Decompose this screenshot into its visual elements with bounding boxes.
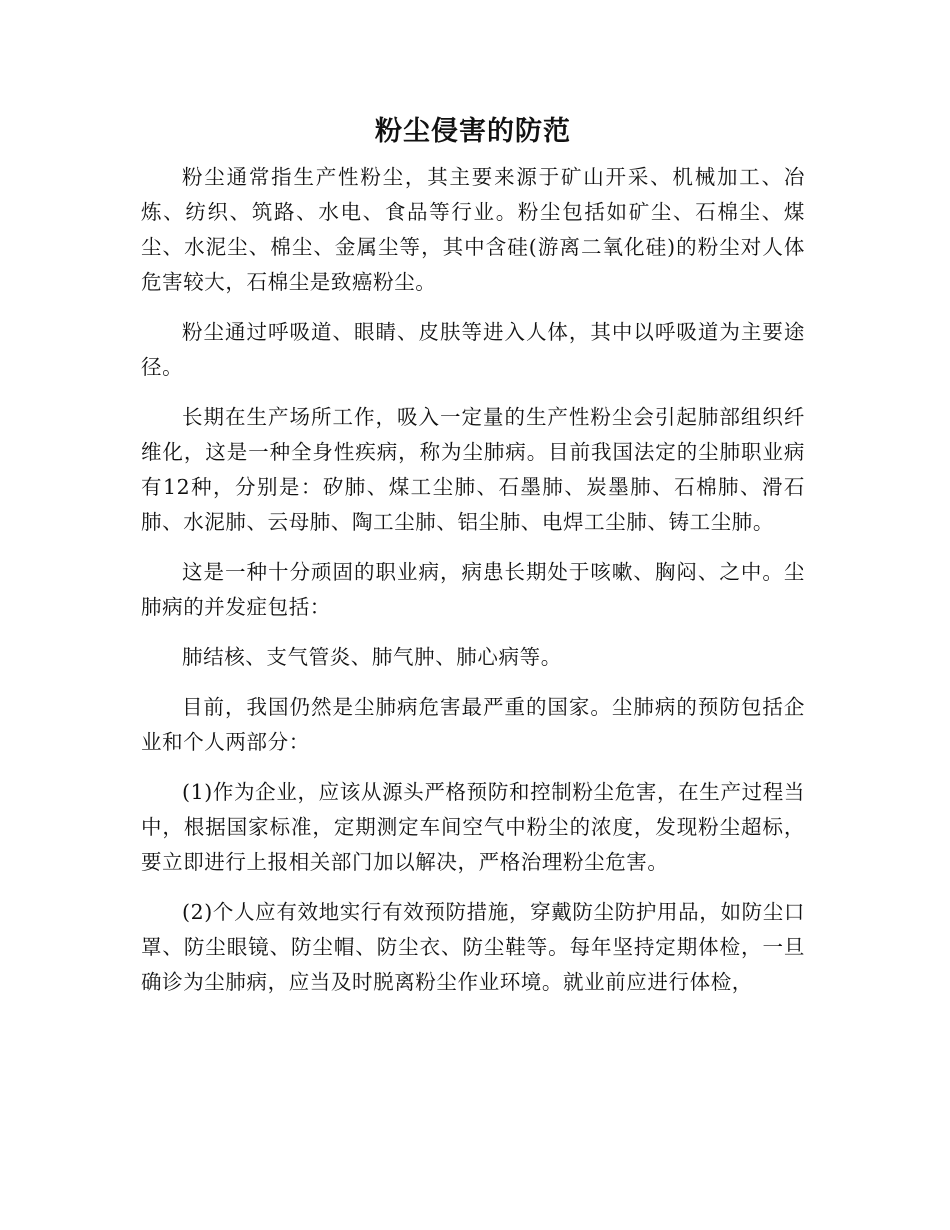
paragraph-prevention-intro: 目前，我国仍然是尘肺病危害最严重的国家。尘肺病的预防包括企业和个人两部分： bbox=[141, 695, 805, 754]
paragraph-symptoms: 这是一种十分顽固的职业病，病患长期处于咳嗽、胸闷、之中。尘肺病的并发症包括： bbox=[141, 560, 805, 619]
paragraph-dust-sources: 粉尘通常指生产性粉尘，其主要来源于矿山开采、机械加工、冶炼、纺织、筑路、水电、食品等行业。粉尘包括如矿尘、石棉尘、煤尘、水泥尘、棉尘、金属尘等，其中含硅(游离二氧化硅)的粉尘对人体危害较大，石棉尘是致癌粉尘。 bbox=[141, 165, 805, 294]
document-title: 粉尘侵害的防范 bbox=[375, 116, 571, 147]
paragraph-pneumoconiosis-types: 长期在生产场所工作，吸入一定量的生产性粉尘会引起肺部组织纤维化，这是一种全身性疾病，称为尘肺病。目前我国法定的尘肺职业病有12种，分别是：矽肺、煤工尘肺、石墨肺、炭墨肺、石棉肺、滑石肺、水泥肺、云母肺、陶工尘肺、铝尘肺、电焊工尘肺、铸工尘肺。 bbox=[141, 405, 805, 534]
document-page bbox=[141, 108, 805, 1015]
paragraph-personal-measures: (2)个人应有效地实行有效预防措施，穿戴防尘防护用品，如防尘口罩、防尘眼镜、防尘帽、防尘衣、防尘鞋等。每年坚持定期体检，一旦确诊为尘肺病，应当及时脱离粉尘作业环境。就业前应进行体检， bbox=[141, 900, 805, 994]
paragraph-complications: 肺结核、支气管炎、肺气肿、肺心病等。 bbox=[182, 645, 562, 669]
paragraph-enterprise-measures: (1)作为企业，应该从源头严格预防和控制粉尘危害，在生产过程当中，根据国家标准，定期测定车间空气中粉尘的浓度，发现粉尘超标，要立即进行上报相关部门加以解决，严格治理粉尘危害。 bbox=[141, 780, 805, 874]
paragraph-entry-routes: 粉尘通过呼吸道、眼睛、皮肤等进入人体，其中以呼吸道为主要途径。 bbox=[141, 320, 805, 379]
